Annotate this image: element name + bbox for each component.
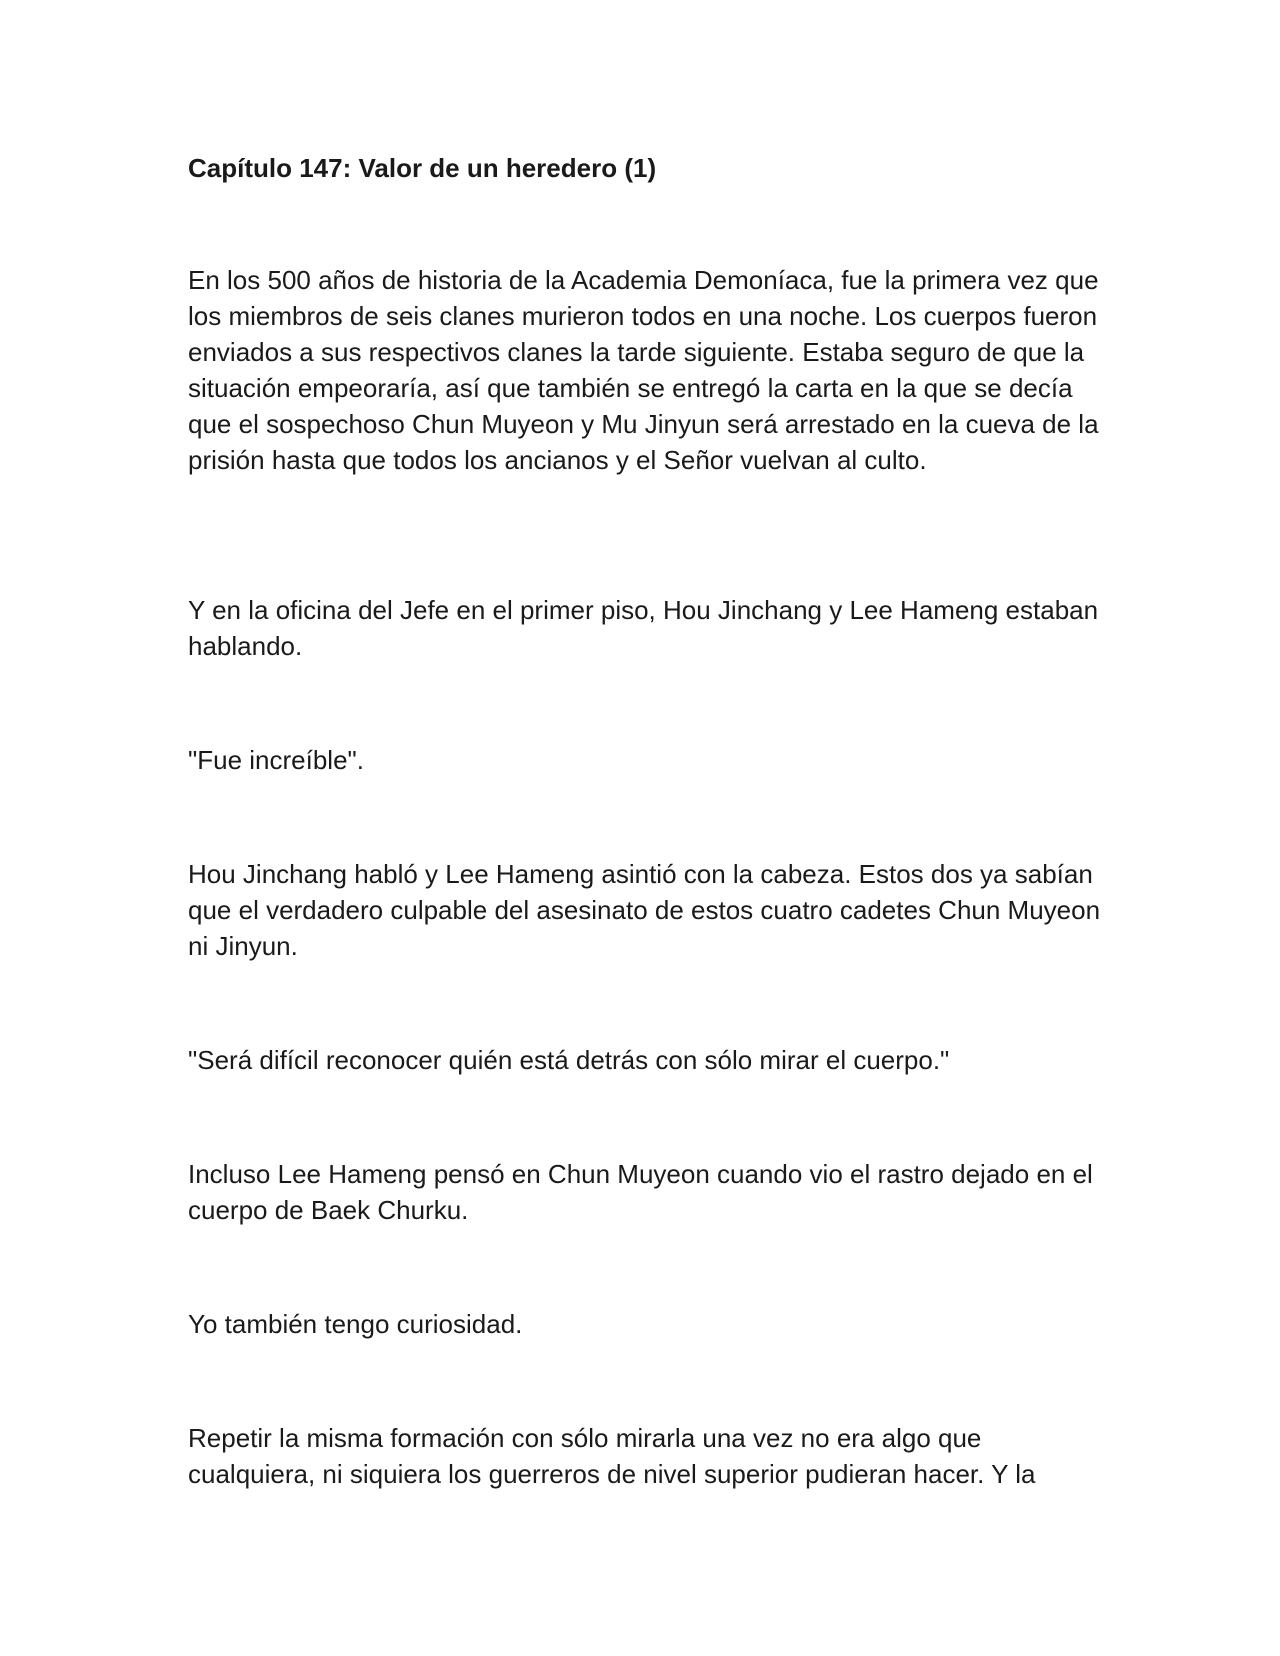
paragraph: En los 500 años de historia de la Academia Demoníaca, fue la primera vez que los miembros de seis clanes murieron todos en una noche. Los cuerpos fueron enviados a sus respectivos clanes la tarde siguiente. Estaba seguro de que la situación empeoraría, así que también se entregó la carta en la que se decía que el sospechoso Chun Muyeon y Mu Jinyun será arrestado en la cueva de la prisión hasta que todos los ancianos y el Señor vuelvan al culto. [188,265,1099,475]
paragraph: Repetir la misma formación con sólo mirarla una vez no era algo que cualquiera, ni siquiera los guerreros de nivel superior pudieran hacer. Y la [188,1423,1036,1489]
chapter-title: Capítulo 147: Valor de un heredero (1) [188,153,657,183]
paragraph: "Fue increíble". [188,745,364,775]
paragraph: "Será difícil reconocer quién está detrás con sólo mirar el cuerpo." [188,1045,950,1075]
paragraph: Hou Jinchang habló y Lee Hameng asintió con la cabeza. Estos dos ya sabían que el verdadero culpable del asesinato de estos cuatro cadetes Chun Muyeon ni Jinyun. [188,859,1101,961]
paragraph: Incluso Lee Hameng pensó en Chun Muyeon cuando vio el rastro dejado en el cuerpo de Baek Churku. [188,1159,1093,1225]
paragraph: Yo también tengo curiosidad. [188,1309,523,1339]
paragraph: Y en la oficina del Jefe en el primer piso, Hou Jinchang y Lee Hameng estaban hablando. [188,595,1099,661]
